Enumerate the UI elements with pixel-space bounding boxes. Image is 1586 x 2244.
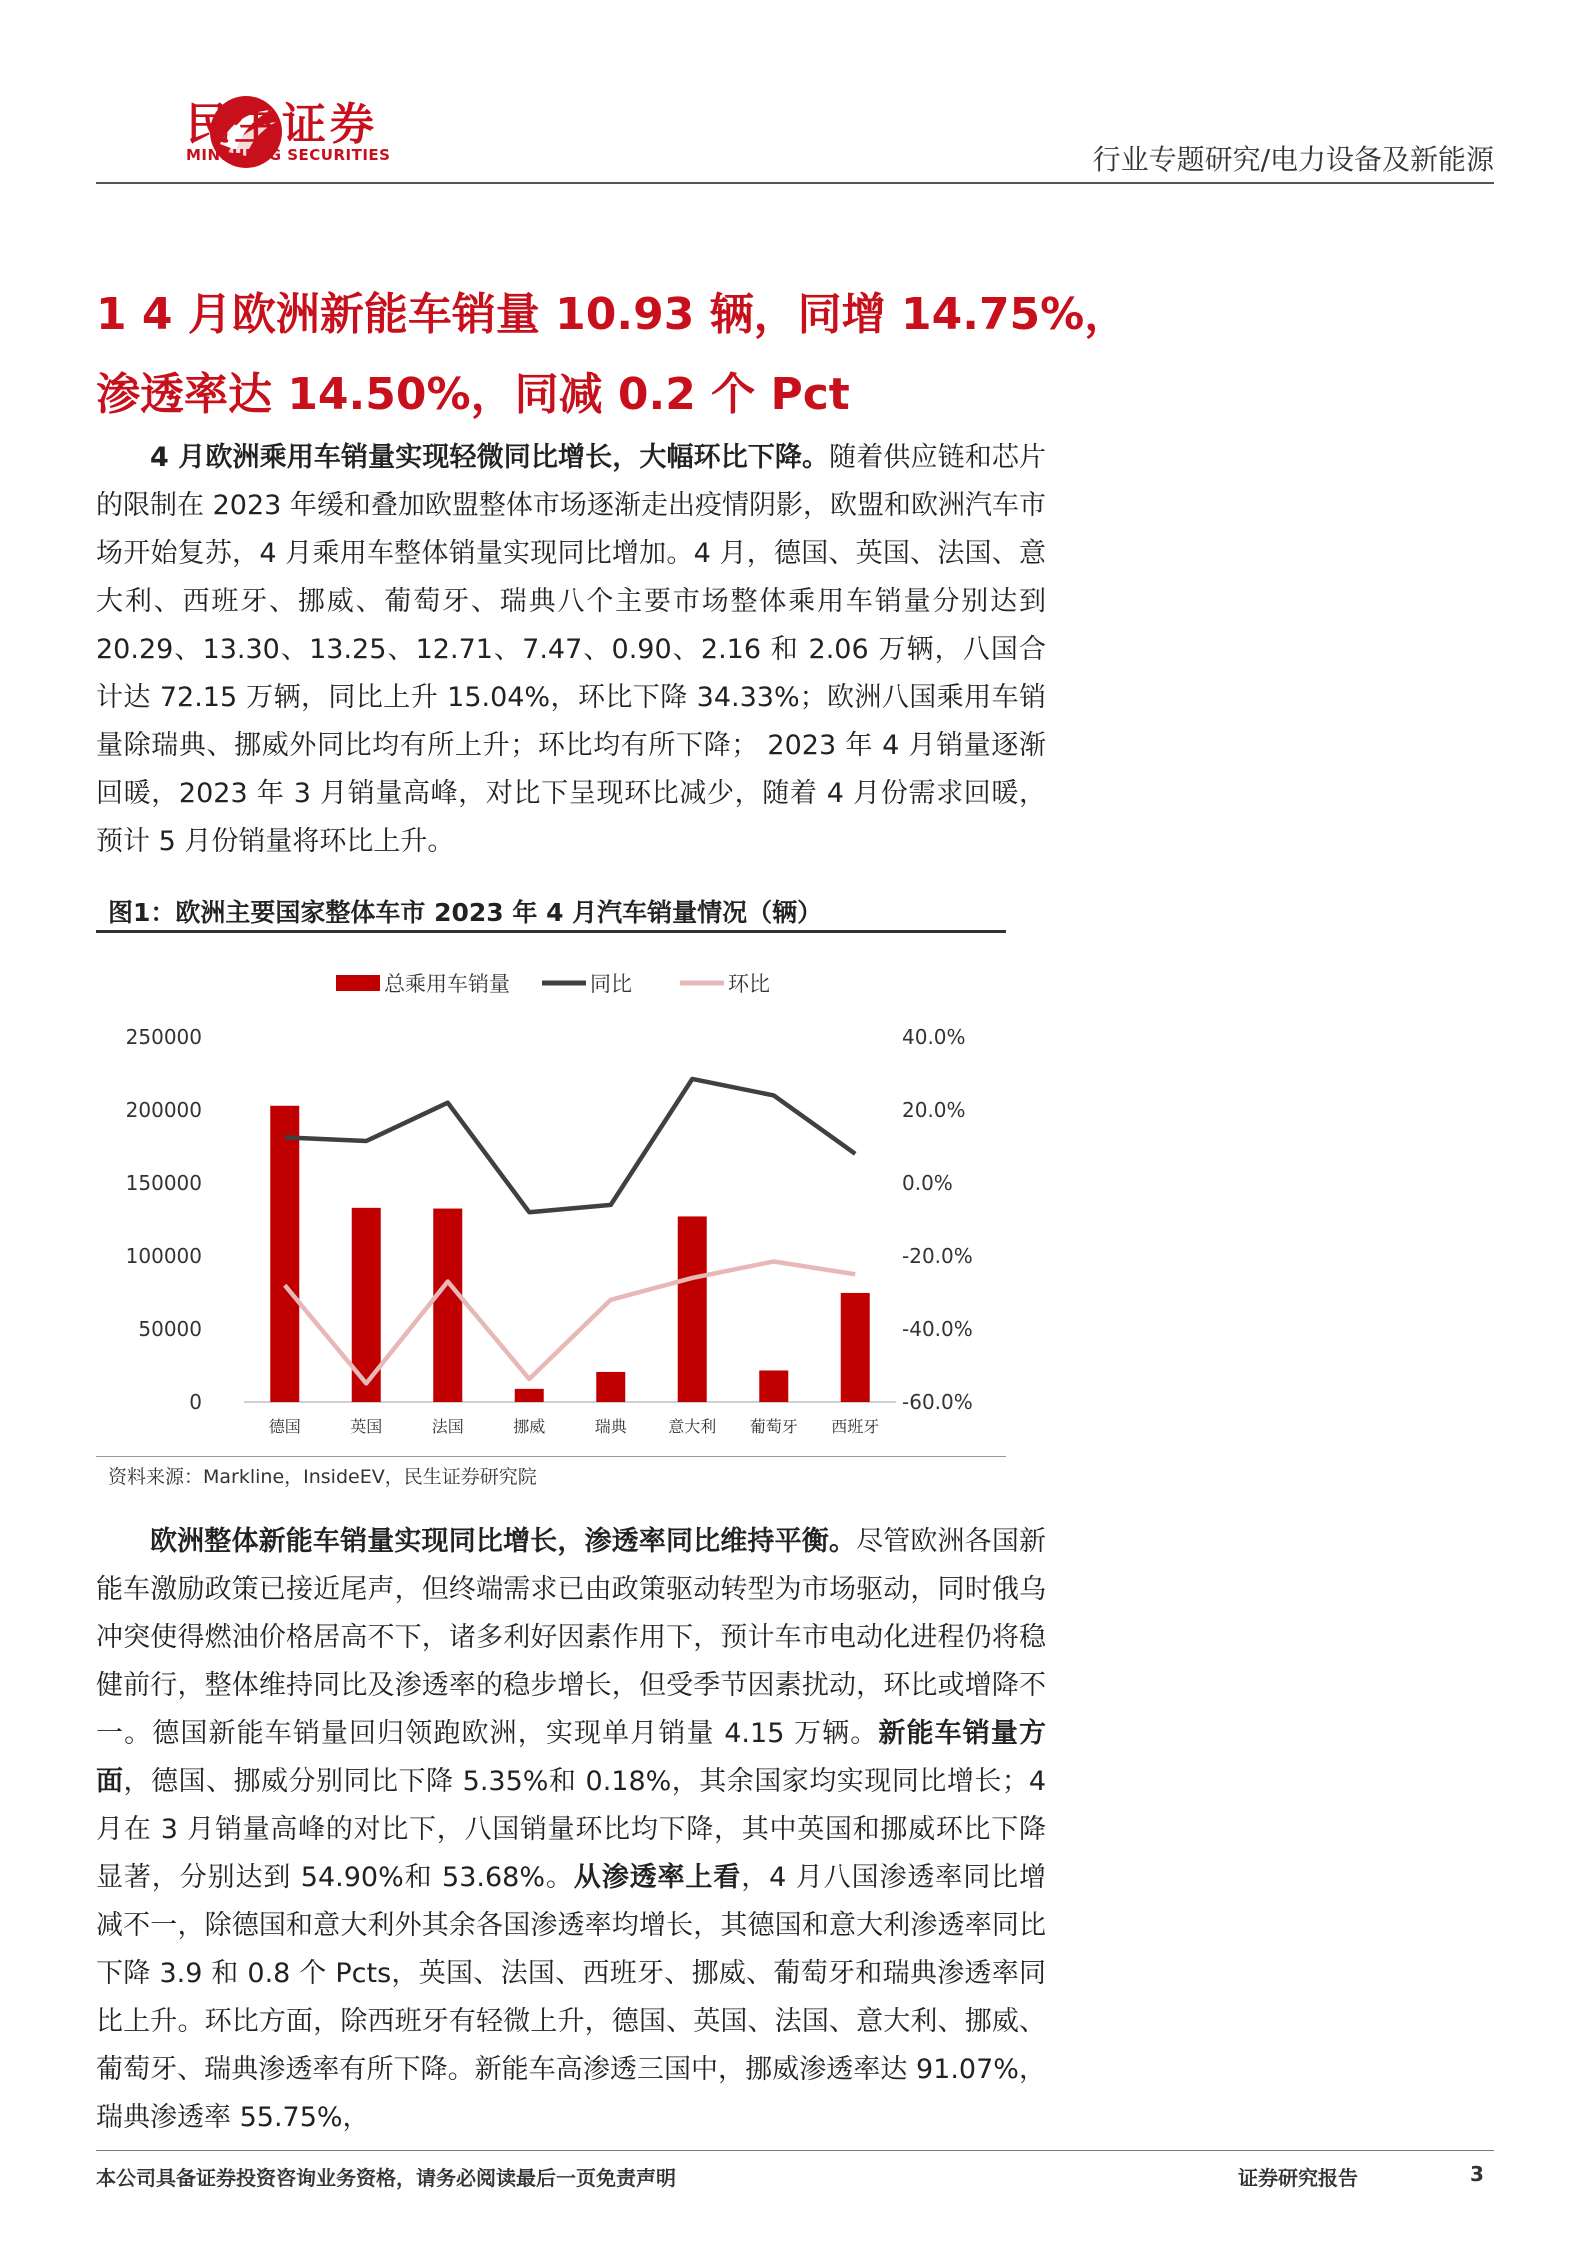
legend-label: 环比 bbox=[728, 972, 770, 996]
paragraph-nev-sales bbox=[96, 1518, 1046, 2142]
figure-bottom-rule bbox=[96, 1456, 1006, 1457]
paragraph-text-3: ，4 月八国渗透率同比增减不一，除德国和意大利外其余各国渗透率均增长，其德国和意大利渗透率同比下降 3.9 和 0.8 个 Pcts，英国、法国、西班牙、挪威、葡萄牙和瑞典渗透率同比上升。环比方面，除西班牙有轻微上升，德国、英国、法国、意大利、挪威、葡萄牙、瑞典渗透率有所下降。新能车高渗透三国中，挪威渗透率达 91.07%，瑞典渗透率 55.75%， bbox=[96, 1862, 1046, 2133]
paragraph-lead: 欧洲整体新能车销量实现同比增长，渗透率同比维持平衡。 bbox=[150, 1526, 857, 1557]
x-axis-category-label: 意大利 bbox=[668, 1417, 717, 1436]
paragraph-bold-sales: 新能车销量方面 bbox=[96, 1718, 1047, 1797]
bar-法国 bbox=[433, 1209, 462, 1402]
legend-swatch-total-sales bbox=[336, 975, 380, 991]
footer-divider bbox=[96, 2150, 1494, 2151]
x-axis-category-label: 挪威 bbox=[513, 1417, 546, 1436]
paragraph-europe-sales bbox=[96, 434, 1046, 866]
section-title-line-1: 1 4 月欧洲新能车销量 10.93 辆，同增 14.75%， bbox=[96, 289, 1129, 340]
bar-挪威 bbox=[515, 1389, 544, 1402]
left-axis-tick-label: 100000 bbox=[125, 1244, 202, 1268]
bar-瑞典 bbox=[596, 1372, 625, 1402]
bar-德国 bbox=[270, 1106, 299, 1402]
right-axis-tick-label: -40.0% bbox=[902, 1317, 973, 1341]
x-axis-category-label: 法国 bbox=[431, 1417, 464, 1436]
bar-西班牙 bbox=[841, 1293, 870, 1402]
right-axis-tick-label: 20.0% bbox=[902, 1098, 966, 1122]
header-category: 行业专题研究/电力设备及新能源 bbox=[1092, 143, 1494, 176]
footer-report-type: 证券研究报告 bbox=[1238, 2166, 1358, 2190]
left-axis-tick-label: 250000 bbox=[125, 1025, 202, 1049]
x-axis-category-label: 葡萄牙 bbox=[749, 1417, 798, 1436]
header-divider bbox=[96, 182, 1494, 184]
right-axis-tick-label: 0.0% bbox=[902, 1171, 953, 1195]
x-axis-category-label: 瑞典 bbox=[594, 1417, 627, 1436]
legend-label: 总乘用车销量 bbox=[384, 972, 510, 996]
left-axis-tick-label: 200000 bbox=[125, 1098, 202, 1122]
right-axis-tick-label: -60.0% bbox=[902, 1390, 973, 1414]
yoy-line bbox=[285, 1079, 856, 1212]
x-axis-category-label: 西班牙 bbox=[831, 1417, 880, 1436]
left-axis-tick-label: 50000 bbox=[138, 1317, 202, 1341]
bar-葡萄牙 bbox=[759, 1370, 788, 1402]
sales-chart bbox=[96, 950, 1016, 1450]
bar-意大利 bbox=[678, 1216, 707, 1402]
legend-label: 同比 bbox=[590, 972, 632, 996]
left-axis-tick-label: 0 bbox=[189, 1390, 202, 1414]
left-axis-tick-label: 150000 bbox=[125, 1171, 202, 1195]
page-number: 3 bbox=[1470, 2162, 1484, 2186]
logo-text-en: MINSHENG SECURITIES bbox=[186, 146, 391, 164]
paragraph-text-2: ，德国、挪威分别同比下降 5.35%和 0.18%，其余国家均实现同比增长；4 月在 3 月销量高峰的对比下，八国销量环比均下降，其中英国和挪威环比下降显著，分别达到 54.90%和 53.68%。 bbox=[96, 1766, 1047, 1893]
figure-title-rule bbox=[96, 930, 1006, 933]
footer-disclaimer: 本公司具备证券投资咨询业务资格，请务必阅读最后一页免责声明 bbox=[96, 2166, 676, 2190]
paragraph-body: 随着供应链和芯片的限制在 2023 年缓和叠加欧盟整体市场逐渐走出疫情阴影，欧盟和欧洲汽车市场开始复苏，4 月乘用车整体销量实现同比增加。4 月，德国、英国、法国、意大利、西班牙、挪威、葡萄牙、瑞典八个主要市场整体乘用车销量分别达到 20.29、13.30、13.25、12.71、7.47、0.90、2.16 和 2.06 万辆，八国合计达 72.15 万辆，同比上升 15.04%，环比下降 34.33%；欧洲八国乘用车销量除瑞典、挪威外同比均有所上升；环比均有所下降； 2023 年 4 月销量逐渐回暖，2023 年 3 月销量高峰，对比下呈现环比减少，随着 4 月份需求回暖，预计 5 月份销量将环比上升。 bbox=[96, 442, 1047, 857]
x-axis-category-label: 英国 bbox=[350, 1417, 383, 1436]
figure-source: 资料来源：Markline，InsideEV，民生证券研究院 bbox=[108, 1466, 537, 1488]
section-title-line-2: 渗透率达 14.50%，同减 0.2 个 Pct bbox=[96, 369, 850, 420]
paragraph-text-1: 尽管欧洲各国新能车激励政策已接近尾声，但终端需求已由政策驱动转型为市场驱动，同时俄乌冲突使得燃油价格居高不下，诸多利好因素作用下，预计车市电动化进程仍将稳健前行，整体维持同比及渗透率的稳步增长，但受季节因素扰动，环比或增降不一。德国新能车销量回归领跑欧洲，实现单月销量 4.15 万辆。 bbox=[96, 1526, 1046, 1749]
paragraph-bold-penetration: 从渗透率上看 bbox=[573, 1862, 742, 1893]
logo-text-cn: 民生证券 bbox=[186, 99, 378, 150]
right-axis-tick-label: -20.0% bbox=[902, 1244, 973, 1268]
x-axis-category-label: 德国 bbox=[268, 1417, 301, 1436]
right-axis-tick-label: 40.0% bbox=[902, 1025, 966, 1049]
figure-title: 图1：欧洲主要国家整体车市 2023 年 4 月汽车销量情况（辆） bbox=[108, 898, 823, 927]
paragraph-lead: 4 月欧洲乘用车销量实现轻微同比增长，大幅环比下降。 bbox=[150, 442, 830, 473]
